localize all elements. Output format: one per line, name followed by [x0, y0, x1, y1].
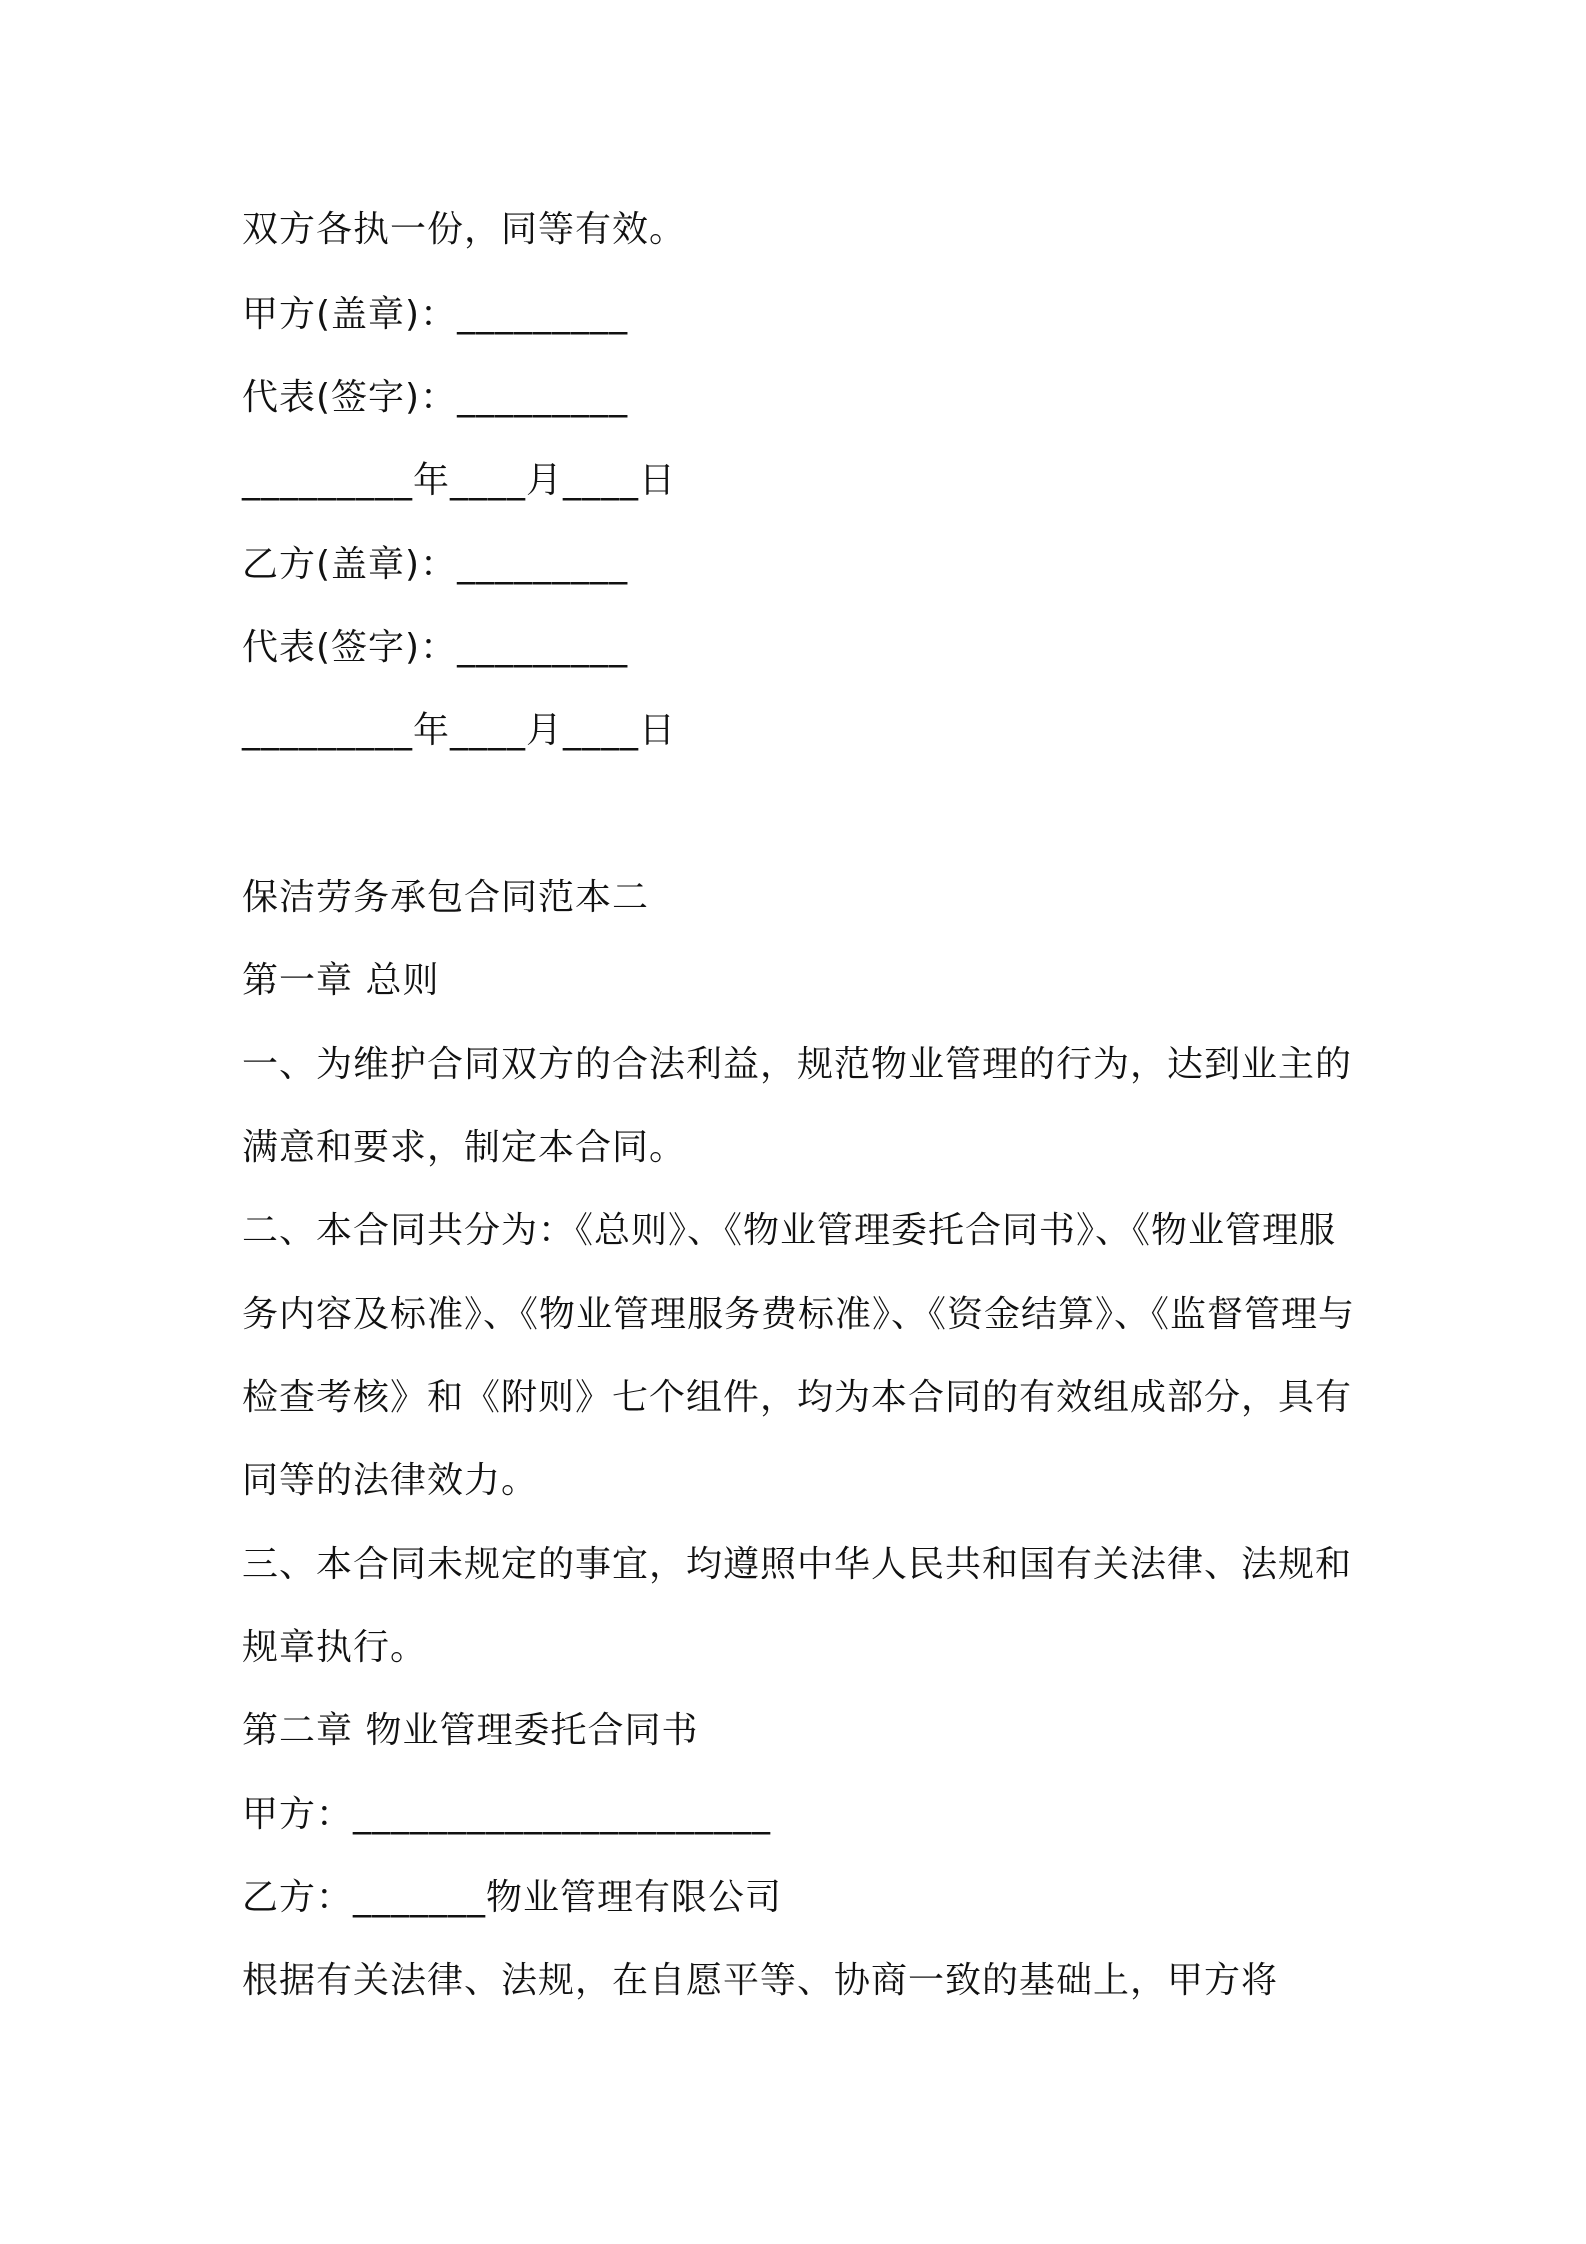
paragraph-line: 规章执行。 — [242, 1627, 428, 1668]
paragraph-line: 检查考核》和《附则》七个组件，均为本合同的有效组成部分，具有 — [242, 1377, 1353, 1418]
paragraph-line: 务内容及标准》、《物业管理服务费标准》、《资金结算》、《监督管理与 — [242, 1294, 1356, 1335]
party-a-seal-line: 甲方(盖章)：_________ — [242, 294, 629, 335]
section-title: 保洁劳务承包合同范本二 — [242, 877, 650, 918]
party-b-representative-line: 代表(签字)：_________ — [242, 627, 629, 668]
party-b-line: 乙方：_______物业管理有限公司 — [242, 1877, 783, 1918]
chapter-1-heading: 第一章 总则 — [242, 960, 440, 1001]
party-b-date-line: _________年____月____日 — [242, 710, 676, 751]
paragraph-line: 三、本合同未规定的事宜，均遵照中华人民共和国有关法律、法规和 — [242, 1544, 1353, 1585]
paragraph-line: 二、本合同共分为：《总则》、《物业管理委托合同书》、《物业管理服 — [242, 1210, 1337, 1251]
chapter-2-heading: 第二章 物业管理委托合同书 — [242, 1710, 699, 1751]
paragraph-line: 同等的法律效力。 — [242, 1460, 539, 1501]
paragraph-line: 一、为维护合同双方的合法利益，规范物业管理的行为，达到业主的 — [242, 1044, 1353, 1085]
party-a-date-line: _________年____月____日 — [242, 460, 676, 501]
paragraph-line: 满意和要求，制定本合同。 — [242, 1127, 687, 1168]
party-a-representative-line: 代表(签字)：_________ — [242, 377, 629, 418]
text-line-effect: 双方各执一份，同等有效。 — [242, 209, 687, 250]
party-a-line: 甲方：______________________ — [242, 1794, 772, 1835]
party-b-seal-line: 乙方(盖章)：_________ — [242, 544, 629, 585]
paragraph-line: 根据有关法律、法规，在自愿平等、协商一致的基础上，甲方将 — [242, 1960, 1279, 2001]
